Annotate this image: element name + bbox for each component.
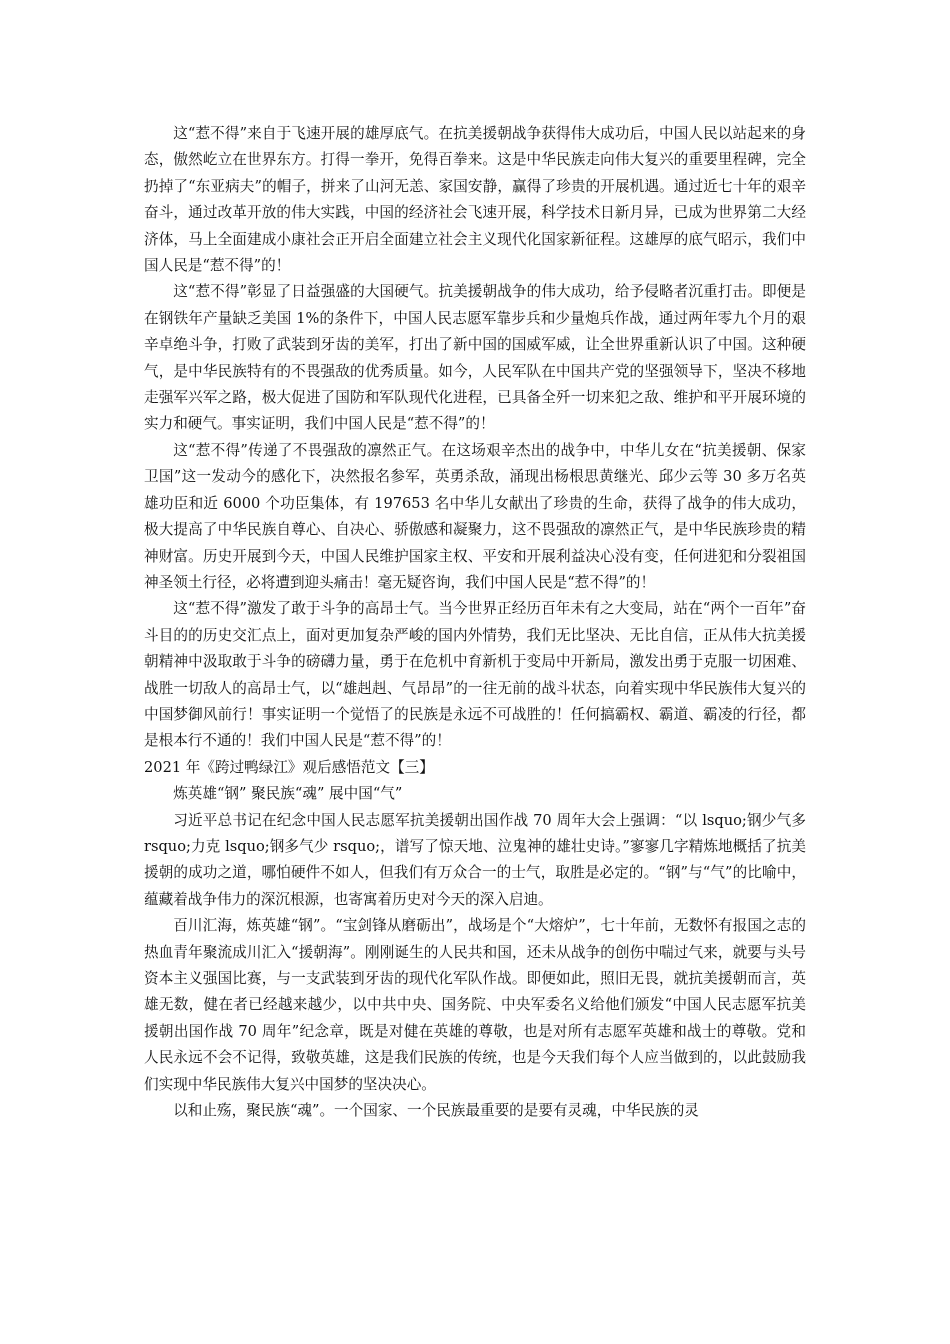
- paragraph-4: 这“惹不得”激发了敢于斗争的高昂士气。当今世界正经历百年未有之大变局，站在“两个一百年”奋斗目的的历史交汇点上，面对更加复杂严峻的国内外情势，我们无比坚决、无比自信，正从伟大抗美援朝精神中汲取敢于斗争的磅礴力量，勇于在危机中育新机于变局中开新局，激发出勇于克服一切困难、战胜一切敌人的高昂士气，以“雄赳赳、气昂昂”的一往无前的战斗状态，向着实现中华民族伟大复兴的中国梦御风前行！事实证明一个觉悟了的民族是永远不可战胜的！任何搞霸权、霸道、霸凌的行径，都是根本行不通的！我们中国人民是“惹不得”的！: [144, 600, 806, 750]
- section-paragraph-3: 以和止殇，聚民族“魂”。一个国家、一个民族最重要的是要有灵魂，中华民族的灵: [173, 1102, 699, 1120]
- paragraph-1: 这“惹不得”来自于飞速开展的雄厚底气。在抗美援朝战争获得伟大成功后，中国人民以站起来的身态，傲然屹立在世界东方。打得一拳开，免得百拳来。这是中华民族走向伟大复兴的重要里程碑，完全扔掉了“东亚病夫”的帽子，拼来了山河无恙、家国安静，赢得了珍贵的开展机遇。通过近七十年的艰辛奋斗，通过改革开放的伟大实践，中国的经济社会飞速开展，科学技术日新月异，已成为世界第二大经济体，马上全面建成小康社会正开启全面建立社会主义现代化国家新征程。这雄厚的底气昭示，我们中国人民是“惹不得”的！: [144, 125, 806, 275]
- paragraph-2: 这“惹不得”彰显了日益强盛的大国硬气。抗美援朝战争的伟大成功，给予侵略者沉重打击。即便是在钢铁年产量缺乏美国 1%的条件下，中国人民志愿军靠步兵和少量炮兵作战，通过两年零九个月的艰辛卓绝斗争，打败了武装到牙齿的美军，打出了新中国的国威军威，让全世界重新认识了中国。这种硬气，是中华民族特有的不畏强敌的优秀质量。如今，人民军队在中国共产党的坚强领导下，坚决不移地走强军兴军之路，极大促进了国防和军队现代化进程，已具备全歼一切来犯之敌、维护和平开展环境的实力和硬气。事实证明，我们中国人民是“惹不得”的！: [144, 283, 806, 433]
- document-body: [144, 121, 806, 1124]
- section-title: 2021 年《跨过鸭绿江》观后感悟范文【三】: [144, 758, 434, 776]
- paragraph-3: 这“惹不得”传递了不畏强敌的凛然正气。在这场艰辛杰出的战争中，中华儿女在“抗美援朝、保家卫国”这一发动今的感化下，决然报名参军，英勇杀敌，涌现出杨根思黄继光、邱少云等 30 多万名英雄功臣和近 6000 个功臣集体，有 197653 名中华儿女献出了珍贵的生命，获得了战争的伟大成功，极大提高了中华民族自尊心、自决心、骄傲感和凝聚力，这不畏强敌的凛然正气，是中华民族珍贵的精神财富。历史开展到今天，中国人民维护国家主权、平安和开展利益决心没有变，任何进犯和分裂祖国神圣领土行径，必将遭到迎头痛击！毫无疑咨询，我们中国人民是“惹不得”的！: [144, 441, 806, 591]
- section-subtitle: 炼英雄“钢” 聚民族“魂” 展中国“气”: [173, 785, 403, 803]
- section-paragraph-1: 习近平总书记在纪念中国人民志愿军抗美援朝出国作战 70 周年大会上强调：“以 lsquo;钢少气多 rsquo;力克 lsquo;钢多气少 rsquo;，谱写了惊天地、泣鬼神的雄壮史诗。”寥寥几字精炼地概括了抗美援朝的成功之道，哪怕硬件不如人，但我们有万众合一的士气，取胜是必定的。“钢”与“气”的比喻中，蕴藏着战争伟力的深沉根源，也寄寓着历史对今天的深入启迪。: [144, 811, 806, 908]
- section-paragraph-2: 百川汇海，炼英雄“钢”。“宝剑锋从磨砺出”，战场是个“大熔炉”，七十年前，无数怀有报国之志的热血青年聚流成川汇入“援朝海”。刚刚诞生的人民共和国，还未从战争的创伤中喘过气来，就要与头号资本主义强国比赛，与一支武装到牙齿的现代化军队作战。即便如此，照旧无畏，就抗美援朝而言，英雄无数，健在者已经越来越少，以中共中央、国务院、中央军委名义给他们颁发“中国人民志愿军抗美援朝出国作战 70 周年”纪念章，既是对健在英雄的尊敬，也是对所有志愿军英雄和战士的尊敬。党和人民永远不会不记得，致敬英雄，这是我们民族的传统，也是今天我们每个人应当做到的，以此鼓励我们实现中华民族伟大复兴中国梦的坚决决心。: [144, 917, 806, 1093]
